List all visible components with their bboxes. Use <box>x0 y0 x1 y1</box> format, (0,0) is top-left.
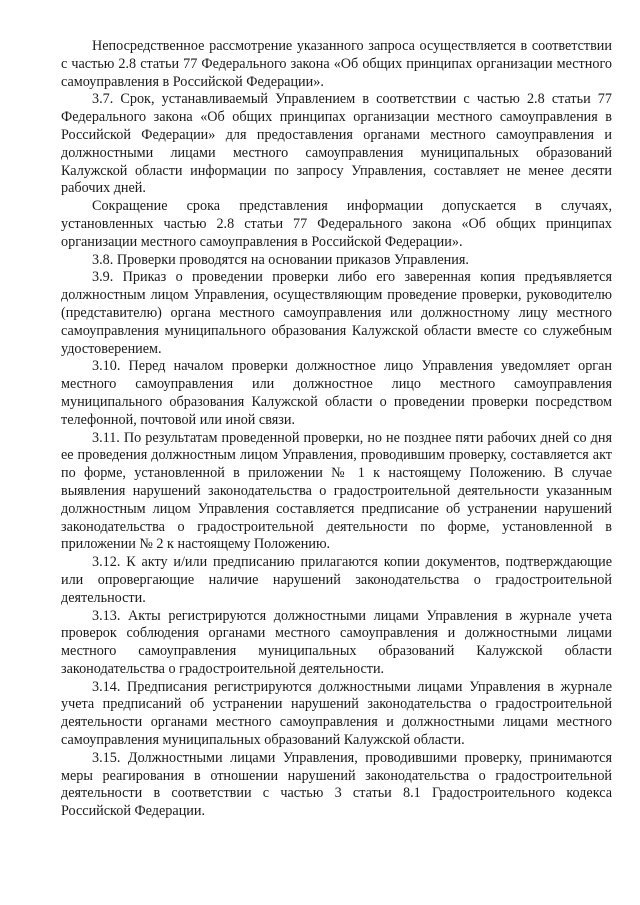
paragraph-3-11: 3.11. По результатам проведенной проверки, но не позднее пяти рабочих дней со дня ее проведения должностным лицом Управления, проводившим проверку, составляется акт по форме, установленной в приложении № 1 к настоящему Положению. В случае выявления нарушений законодательства о градостроительной деятельности указанным должностным лицом Управления составляется предписание об устранении нарушений законодательства о градостроительной деятельности по форме, установленной в приложении № 2 к настоящему Положению. <box>61 429 612 553</box>
paragraph-3-14: 3.14. Предписания регистрируются должностными лицами Управления в журнале учета предписаний об устранении нарушений законодательства о градостроительной деятельности органами местного самоуправления и должностными лицами местного самоуправления муниципальных образований Калужской области. <box>61 678 612 749</box>
document-page <box>61 38 612 821</box>
paragraph-3-13: 3.13. Акты регистрируются должностными лицами Управления в журнале учета проверок соблюдения органами местного самоуправления и должностными лицами местного самоуправления муниципальных образований Калужской области законодательства о градостроительной деятельности. <box>61 607 612 677</box>
paragraph-3-12: 3.12. К акту и/или предписанию прилагаются копии документов, подтверждающие или опровергающие наличие нарушений законодательства о градостроительной деятельности. <box>61 554 612 606</box>
paragraph-deadline-reduction: Сокращение срока представления информации допускается в случаях, установленных частью 2.8 статьи 77 Федерального закона «Об общих принципах организации местного самоуправления в Российской Федерации». <box>61 198 612 250</box>
paragraph-request-review: Непосредственное рассмотрение указанного запроса осуществляется в соответствии с частью 2.8 статьи 77 Федерального закона «Об общих принципах организации местного самоуправления в Российской Федерации». <box>61 38 612 90</box>
paragraph-3-8: 3.8. Проверки проводятся на основании приказов Управления. <box>92 251 469 268</box>
paragraph-3-9: 3.9. Приказ о проведении проверки либо его заверенная копия предъявляется должностным лицом Управления, осуществляющим проведение проверки, руководителю (представителю) органа местного самоуправления или должностному лицу местного самоуправления муниципального образования Калужской области вместе со служебным удостоверением. <box>61 269 612 357</box>
paragraph-3-10: 3.10. Перед началом проверки должностное лицо Управления уведомляет орган местного самоуправления или должностное лицо местного самоуправления муниципального образования Калужской области о проведении проверки посредством телефонной, почтовой или иной связи. <box>61 358 612 428</box>
paragraph-3-7: 3.7. Срок, устанавливаемый Управлением в соответствии с частью 2.8 статьи 77 Федерального закона «Об общих принципах организации местного самоуправления в Российской Федерации» для предоставления органами местного самоуправления и должностными лицами местного самоуправления муниципальных образований Калужской области информации по запросу Управления, составляет не менее десяти рабочих дней. <box>61 91 612 197</box>
paragraph-3-15: 3.15. Должностными лицами Управления, проводившими проверку, принимаются меры реагирования в отношении нарушений законодательства о градостроительной деятельности в соответствии с частью 3 статьи 8.1 Градостроительного кодекса Российской Федерации. <box>61 749 612 820</box>
